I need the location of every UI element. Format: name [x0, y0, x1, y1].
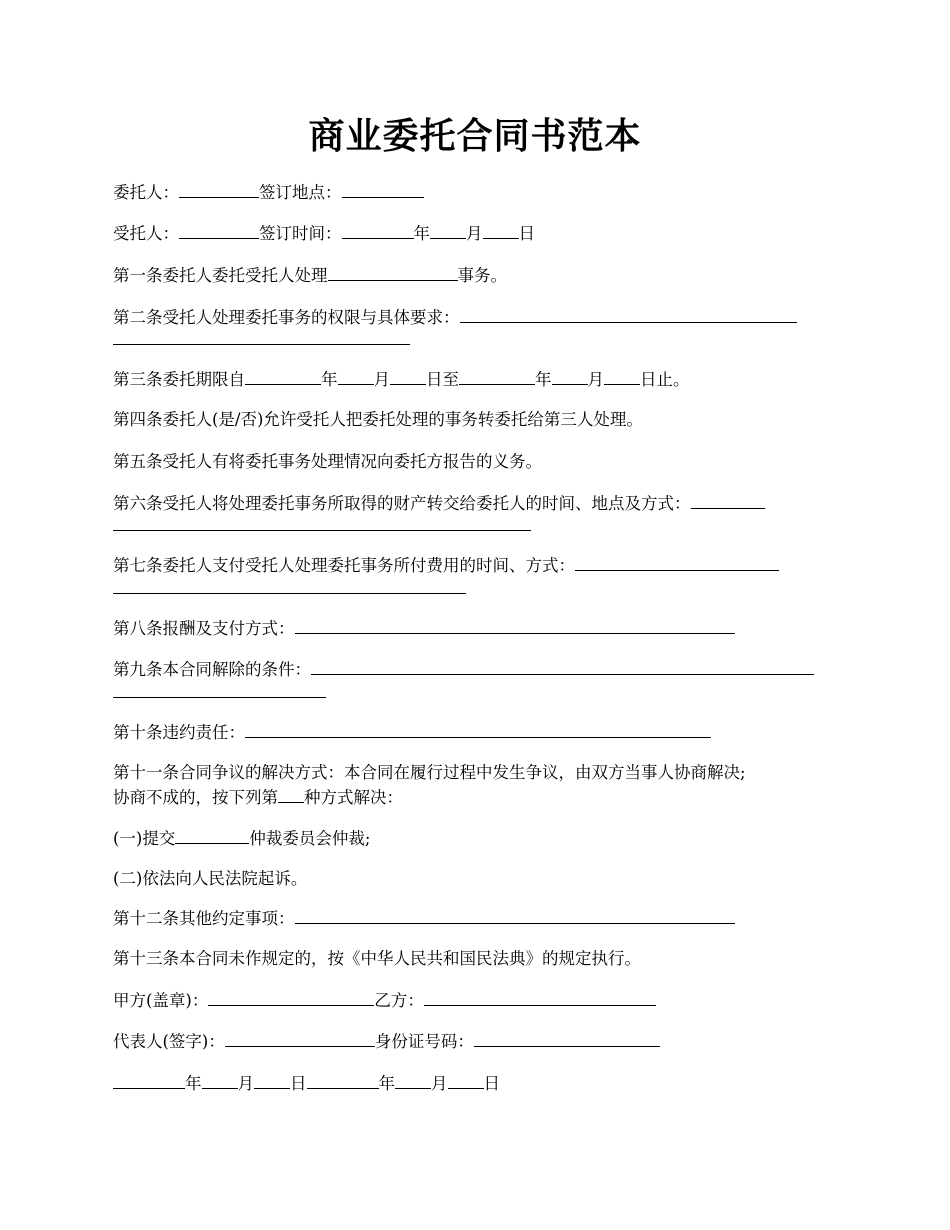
article-3: [113, 367, 690, 392]
year-text: 年: [321, 370, 338, 389]
principal-blank[interactable]: [179, 180, 259, 198]
article-11-text-b2: 种方式解决：: [304, 788, 403, 807]
month-text: 月: [587, 370, 604, 389]
article-12-text: 第十二条其他约定事项：: [113, 909, 295, 928]
article-12: [113, 906, 735, 931]
article-8-blank[interactable]: [295, 616, 735, 634]
article-8-text: 第八条报酬及支付方式：: [113, 619, 295, 638]
party-b-month-blank[interactable]: [395, 1071, 431, 1089]
article-3-to: 日至: [426, 370, 459, 389]
article-3-end: 日止。: [640, 370, 690, 389]
article-9-blank-cont[interactable]: [113, 697, 326, 698]
id-number-blank[interactable]: [474, 1029, 660, 1047]
article-9-blank[interactable]: [311, 657, 814, 675]
end-year-blank[interactable]: [459, 367, 535, 385]
article-7: [113, 553, 779, 578]
article-11-text-b1: 协商不成的，按下列第: [113, 788, 278, 807]
party-line: [113, 988, 656, 1013]
option-1-text: (一)提交: [113, 829, 176, 848]
party-a-day-blank[interactable]: [254, 1071, 290, 1089]
sign-place-label: 签订地点：: [259, 183, 342, 202]
article-12-blank[interactable]: [295, 906, 735, 924]
sign-month-blank[interactable]: [430, 221, 466, 239]
sign-time-label: 签订时间：: [259, 224, 342, 243]
article-10-blank[interactable]: [245, 720, 711, 738]
month-text: 月: [373, 370, 390, 389]
option-2: (二)依法向人民法院起诉。: [113, 869, 308, 888]
month-text: 月: [466, 224, 483, 243]
article-13: 第十三条本合同未作规定的，按《中华人民共和国民法典》的规定执行。: [113, 949, 641, 968]
article-2: [113, 305, 797, 330]
article-11-cont: [113, 785, 403, 810]
article-3-text: 第三条委托期限自: [113, 370, 245, 389]
year-text: 年: [535, 370, 552, 389]
day-text: 日: [518, 224, 535, 243]
representative-blank[interactable]: [225, 1029, 375, 1047]
day-text: 日: [483, 1074, 500, 1093]
article-2-text: 第二条受托人处理委托事务的权限与具体要求：: [113, 308, 460, 327]
article-4: 第四条委托人(是/否)允许受托人把委托处理的事务转委托给第三人处理。: [113, 410, 643, 429]
party-b-label: 乙方：: [374, 991, 424, 1010]
end-month-blank[interactable]: [552, 367, 588, 385]
id-number-label: 身份证号码：: [374, 1032, 474, 1051]
article-6-blank[interactable]: [691, 491, 765, 509]
year-text: 年: [413, 224, 430, 243]
article-5: 第五条受托人有将委托事务处理情况向委托方报告的义务。: [113, 452, 542, 471]
article-9-text: 第九条本合同解除的条件：: [113, 660, 311, 679]
dates-line: [113, 1071, 500, 1096]
agent-label: 受托人：: [113, 224, 179, 243]
article-7-blank[interactable]: [575, 553, 779, 571]
year-text: 年: [185, 1074, 202, 1093]
article-10-text: 第十条违约责任：: [113, 723, 245, 742]
article-8: [113, 616, 735, 641]
party-b-year-blank[interactable]: [307, 1071, 379, 1089]
article-7-text: 第七条委托人支付受托人处理委托事务所付费用的时间、方式：: [113, 556, 575, 575]
sign-place-blank[interactable]: [342, 180, 424, 198]
option-1: [113, 826, 370, 851]
start-year-blank[interactable]: [245, 367, 321, 385]
article-10: [113, 720, 711, 745]
month-text: 月: [431, 1074, 448, 1093]
article-2-blank[interactable]: [460, 305, 797, 323]
article-2-blank-cont[interactable]: [113, 344, 410, 345]
article-6: [113, 491, 765, 516]
dispute-option-blank[interactable]: [278, 785, 304, 803]
agent-line: [113, 221, 535, 246]
party-a-month-blank[interactable]: [202, 1071, 238, 1089]
party-a-label: 甲方(盖章)：: [113, 991, 209, 1010]
option-1-suffix: 仲裁委员会仲裁;: [249, 829, 371, 848]
party-a-blank[interactable]: [208, 988, 374, 1006]
party-b-blank[interactable]: [424, 988, 656, 1006]
party-a-year-blank[interactable]: [113, 1071, 185, 1089]
start-month-blank[interactable]: [338, 367, 374, 385]
article-1-blank[interactable]: [328, 263, 458, 281]
article-11: 第十一条合同争议的解决方式：本合同在履行过程中发生争议，由双方当事人协商解决;: [113, 763, 746, 782]
article-7-blank-cont[interactable]: [113, 593, 466, 594]
article-1-text: 第一条委托人委托受托人处理: [113, 266, 328, 285]
page-title: 商业委托合同书范本: [308, 115, 642, 157]
article-1: [113, 263, 507, 288]
representative-label: 代表人(签字)：: [113, 1032, 225, 1051]
representative-line: [113, 1029, 660, 1054]
agent-blank[interactable]: [179, 221, 259, 239]
principal-line: [113, 180, 424, 205]
party-b-day-blank[interactable]: [448, 1071, 484, 1089]
article-9: [113, 657, 814, 682]
article-6-text: 第六条受托人将处理委托事务所取得的财产转交给委托人的时间、地点及方式：: [113, 494, 691, 513]
sign-year-blank[interactable]: [342, 221, 414, 239]
start-day-blank[interactable]: [390, 367, 426, 385]
article-6-blank-cont[interactable]: [113, 530, 531, 531]
sign-day-blank[interactable]: [483, 221, 519, 239]
month-text: 月: [237, 1074, 254, 1093]
end-day-blank[interactable]: [604, 367, 640, 385]
day-text: 日: [290, 1074, 307, 1093]
principal-label: 委托人：: [113, 183, 179, 202]
year-text: 年: [378, 1074, 395, 1093]
arbitration-blank[interactable]: [175, 826, 249, 844]
article-1-suffix: 事务。: [457, 266, 507, 285]
